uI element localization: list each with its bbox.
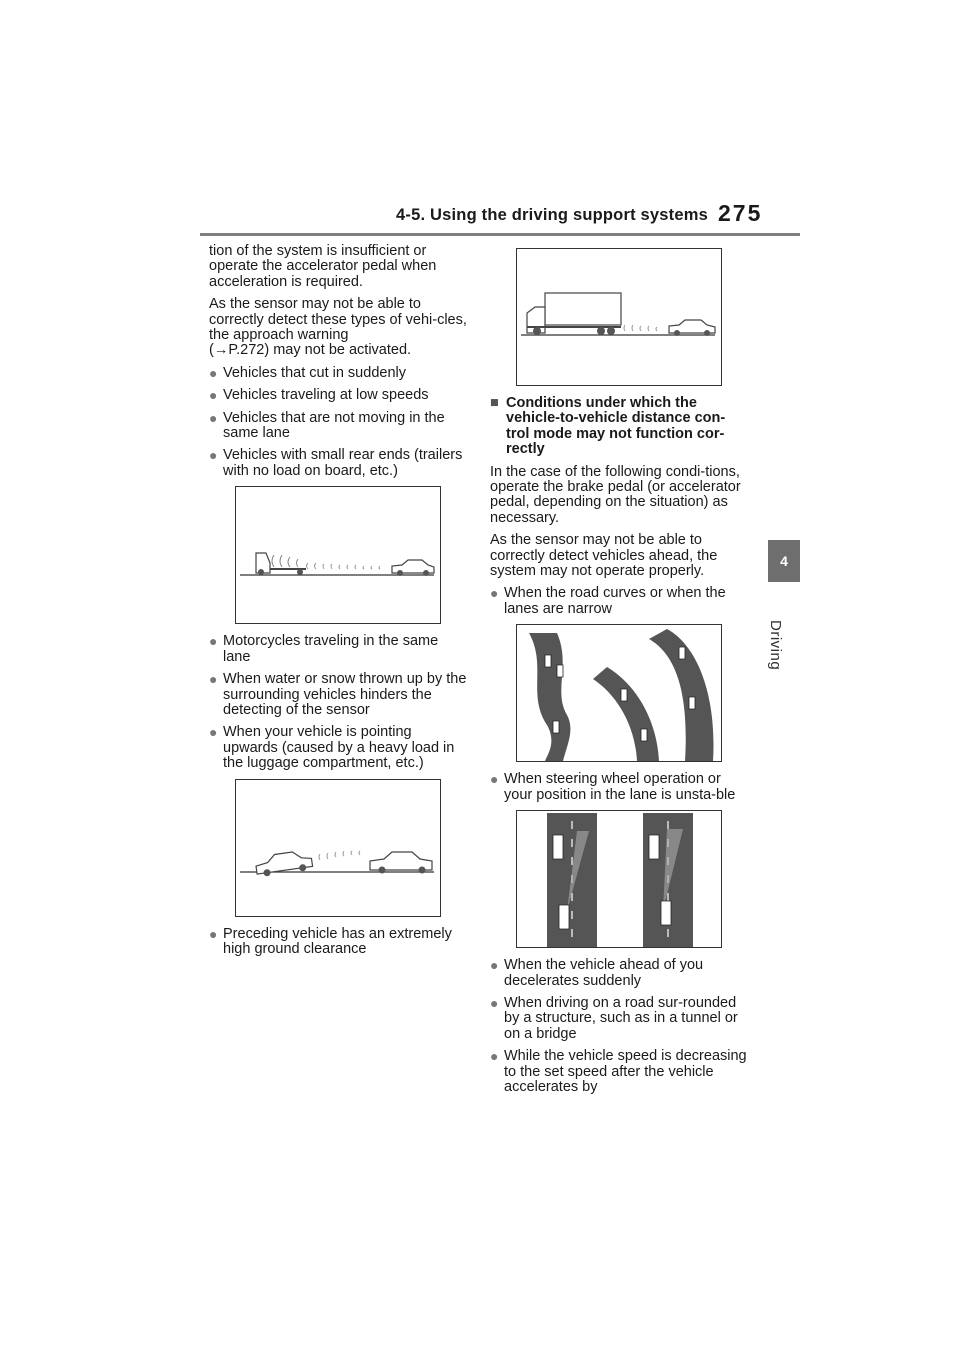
list-item-text: Vehicles traveling at low speeds — [223, 387, 429, 404]
arrow-icon: → — [213, 342, 229, 359]
list-item — [490, 996, 748, 1042]
list-item-text: When the vehicle ahead of you decelerates suddenly — [504, 957, 704, 989]
heading-text: Conditions under which the vehicle-to-vehicle distance con-trol mode may not function cor-rectly — [506, 395, 726, 458]
bullet-icon: ● — [490, 957, 499, 974]
bullet-icon: ● — [490, 1048, 499, 1065]
illustration-high-clearance — [516, 248, 722, 386]
chapter-label: Driving — [767, 620, 784, 671]
paragraph: As the sensor may not be able to correctly detect vehicles ahead, the system may not operate properly. — [490, 532, 718, 580]
left-column — [209, 244, 467, 964]
page-reference-link[interactable]: P.272) may not be activated. — [228, 342, 412, 359]
bullet-icon: ● — [490, 994, 499, 1011]
list-item-text: Motorcycles traveling in the same lane — [223, 633, 439, 665]
list-item — [209, 634, 467, 665]
list-item — [209, 725, 467, 771]
list-item — [209, 448, 467, 479]
bullet-icon: ● — [209, 447, 218, 464]
illustration-vehicle-pointing-up — [235, 779, 441, 917]
list-item — [490, 958, 748, 989]
section-heading — [490, 396, 748, 458]
paragraph-text: As the sensor may not be able to correctly detect these types of vehi-cles, the approach warning — [209, 296, 467, 344]
bullet-icon: ● — [209, 387, 218, 404]
list-item-text: Preceding vehicle has an extremely high ground clearance — [223, 925, 452, 957]
list-item — [209, 366, 467, 381]
list-item — [490, 1049, 748, 1095]
list-item-text: Vehicles that are not moving in the same lane — [223, 409, 445, 442]
paragraph — [209, 297, 467, 359]
paragraph: In the case of the following condi-tions, operate the brake pedal (or accelerator pedal, depending on the situation) as necessary. — [490, 463, 741, 526]
list-item — [209, 672, 467, 718]
heading-marker-icon: ■ — [490, 395, 499, 411]
list-item — [209, 388, 467, 403]
page-number: 275 — [718, 200, 763, 226]
list-item-text: While the vehicle speed is decreasing to the set speed after the vehicle accelerates by — [504, 1048, 747, 1095]
right-column — [490, 244, 748, 1102]
list-item-text: When the road curves or when the lanes are narrow — [504, 585, 726, 617]
bullet-icon: ● — [490, 585, 499, 602]
illustration-trailer — [235, 486, 441, 624]
list-item-text: When driving on a road sur-rounded by a structure, such as in a tunnel or on a bridge — [504, 994, 738, 1042]
list-item-text: When water or snow thrown up by the surrounding vehicles hinders the detecting of the sensor — [223, 671, 467, 718]
list-item-text: When your vehicle is pointing upwards (caused by a heavy load in the luggage compartment, etc.) — [223, 724, 455, 772]
section-title: 4-5. Using the driving support systems — [396, 206, 708, 224]
bullet-icon: ● — [209, 925, 218, 942]
list-item-text: Vehicles that cut in suddenly — [223, 364, 406, 381]
list-item — [209, 927, 467, 958]
list-item — [209, 411, 467, 442]
list-item — [490, 586, 748, 617]
bullet-icon: ● — [209, 364, 218, 381]
list-item-text: When steering wheel operation or your position in the lane is unsta-ble — [504, 771, 736, 803]
illustration-unstable-lane-position — [516, 810, 722, 948]
list-item-text: Vehicles with small rear ends (trailers with no load on board, etc.) — [223, 447, 463, 479]
ref-prefix: ( — [209, 342, 214, 359]
list-item — [490, 772, 748, 803]
bullet-icon: ● — [209, 671, 218, 688]
header-rule — [200, 233, 800, 236]
bullet-icon: ● — [209, 724, 218, 741]
bullet-icon: ● — [490, 771, 499, 788]
bullet-icon: ● — [209, 409, 218, 426]
bullet-icon: ● — [209, 633, 218, 650]
paragraph: tion of the system is insufficient or operate the accelerator pedal when acceleration is required. — [209, 243, 437, 290]
illustration-curved-road — [516, 624, 722, 762]
chapter-tab[interactable]: 4 — [768, 540, 800, 582]
